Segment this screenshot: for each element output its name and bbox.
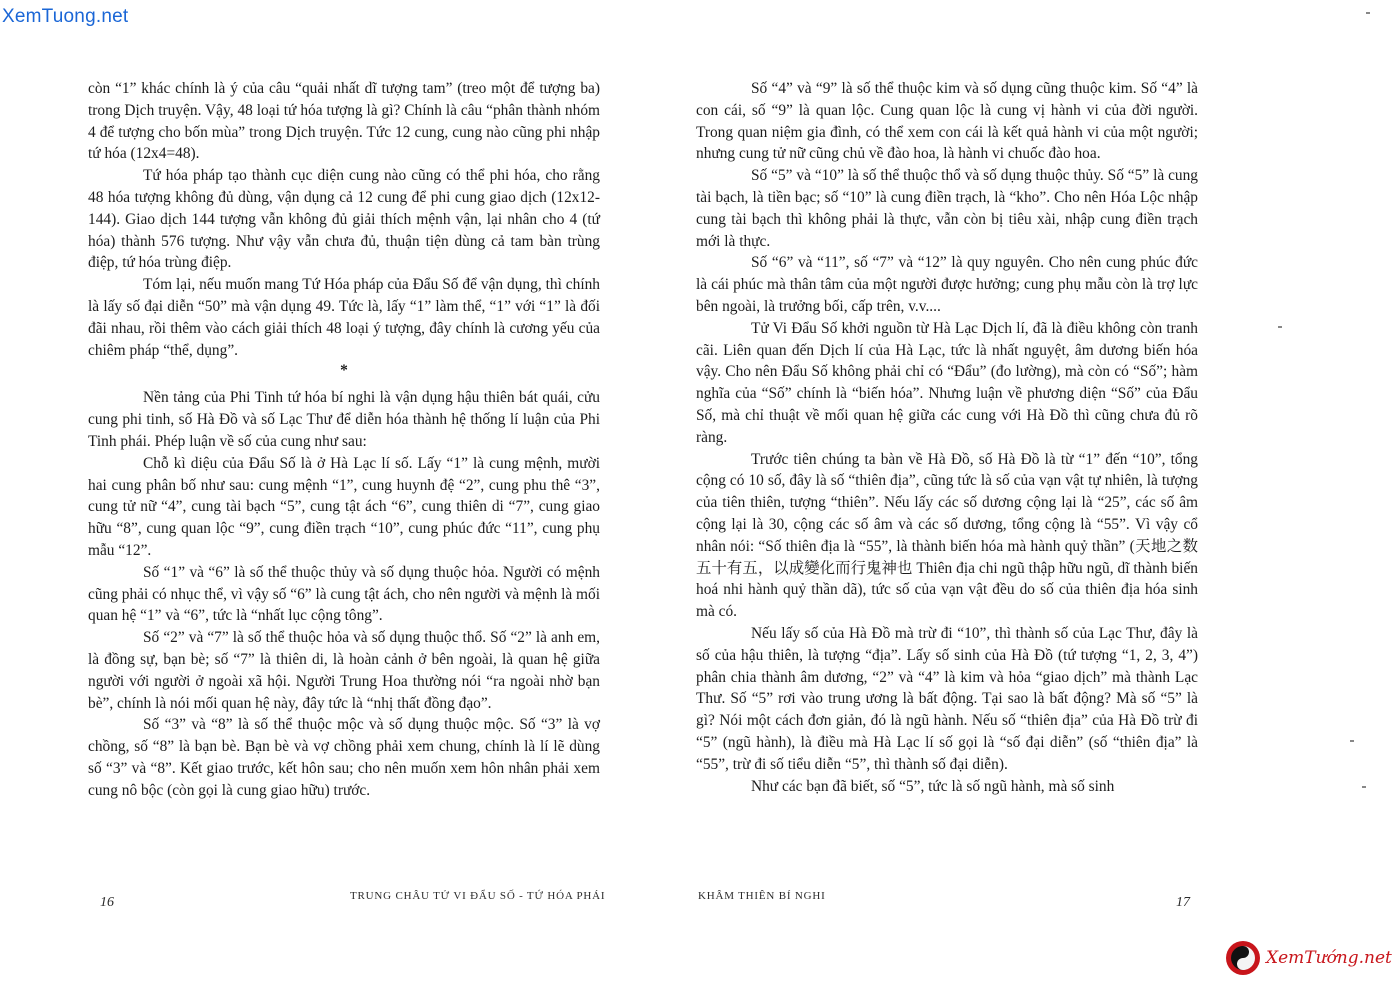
paragraph: Tứ hóa pháp tạo thành cục diện cung nào cũng có thể phi hóa, cho rằng 48 hóa tượng không đủ dùng, vận dụng cả 12 cung để phi cung giao dịch (12x12-144). Giao dịch 144 tượng vẫn không đủ giải thích mệnh vận, lại nhân cho 4 (tứ hóa) thành 576 tượng. Như vậy vẫn chưa đủ, thuận tiện dùng cả tam bàn trùng điệp, tứ hóa trùng điệp. xyxy=(88,167,600,272)
scan-speck xyxy=(1350,740,1354,742)
yin-yang-icon xyxy=(1226,941,1260,975)
logo-text: XemTướng.net xyxy=(1266,948,1392,968)
right-running-footer: KHÂM THIÊN BÍ NGHI xyxy=(698,890,826,902)
paragraph: Nền tảng của Phi Tinh tứ hóa bí nghi là vận dụng hậu thiên bát quái, cửu cung phi tinh, số Hà Đồ và số Lạc Thư để diễn hóa thành hệ thống lí luận của Phi Tinh phái. Phép luận về số của cung như sau: xyxy=(88,389,600,450)
scan-speck xyxy=(1366,12,1370,14)
scan-speck xyxy=(1362,786,1366,788)
paragraph: Như các bạn đã biết, số “5”, tức là số ngũ hành, mà số sinh xyxy=(751,777,1115,795)
paragraph: Tóm lại, nếu muốn mang Tứ Hóa pháp của Đẩu Số để vận dụng, thì chính là lấy số đại diễn “50” mà vận dụng 49. Tức là, lấy “1” làm thể, “1” với “1” là đối đãi nhau, rồi thêm vào cách giải thích 48 loại ý tượng, đây chính là cương yếu của chiêm pháp “thể, dụng”. xyxy=(88,276,600,359)
paragraph: Số “5” và “10” là số thể thuộc thổ và số dụng thuộc thủy. Số “5” là cung tài bạch, là tiền bạc; số “10” là cung điền trạch, là “kho”. Cho nên Hóa Lộc nhập cung tài bạch thì không phải là thực, vẫn còn bị tiêu xài, nhập cung điền trạch mới là thực. xyxy=(696,167,1198,250)
paragraph: Trước tiên chúng ta bàn về Hà Đồ, số Hà Đồ là từ “1” đến “10”, tổng cộng có 10 số, đây là số “thiên địa”, cũng tức là số của vạn vật tự nhiên, là tượng của tiên thiên, tượng “thiên”. Nếu lấy các số dương cộng lại là “25”, các số âm cộng lại là 30, cộng các số âm và các số dương, tổng cộng là “55”. Vì vậy cổ nhân nói: “Số thiên địa là “55”, là thành biến hóa mà hành quỷ thần” (天地之数五十有五，以成變化而行鬼神也 Thiên địa chi ngũ thập hữu ngũ, dĩ thành biến hoá nhi hành quỷ thần dã), tức số của vạn vật đều do số của thiên địa hóa sinh mà có. xyxy=(696,450,1198,621)
scan-speck xyxy=(1278,326,1282,328)
paragraph: Số “6” và “11”, số “7” và “12” là quy nguyên. Cho nên cung phúc đức là cái phúc mà thân tâm của một người được hưởng; cung phụ mẫu còn là trợ lực bên ngoài, là trưởng bối, cấp trên, v.v.... xyxy=(696,254,1198,315)
section-separator: * xyxy=(340,362,348,380)
left-running-footer: TRUNG CHÂU TỬ VI ĐẨU SỐ - TỨ HÓA PHÁI xyxy=(350,890,606,902)
site-logo[interactable] xyxy=(1226,938,1392,978)
paragraph: còn “1” khác chính là ý của câu “quải nhất dĩ tượng tam” (treo một để tượng ba) trong Dịch truyện. Vậy, 48 loại tứ hóa tượng là gì? Chính là câu “phân thành nhóm 4 để tượng cho bốn mùa” trong Dịch truyện. Tức 12 cung, cung nào cũng phi nhập tứ hóa (12x4=48). xyxy=(88,80,600,163)
right-page xyxy=(696,78,1198,797)
site-watermark[interactable]: XemTuong.net xyxy=(2,6,129,27)
paragraph: Số “1” và “6” là số thể thuộc thủy và số dụng thuộc hỏa. Người có mệnh cũng phải có nhục thể, vì vậy số “6” là cung tật ách, cho nên người và mệnh là mối quan hệ “1” và “6”, tức là “nhất lục cộng tông”. xyxy=(88,563,600,625)
paragraph: Nếu lấy số của Hà Đồ mà trừ đi “10”, thì thành số của Lạc Thư, đây là số của hậu thiên, là tượng “địa”. Lấy số sinh của Hà Đồ (tứ tượng “1, 2, 3, 4”) phân chia thành âm dương, “2” và “4” là kim và hỏa “giao dịch” mà thành Lạc Thư. Số “5” rơi vào trung ương là bất động. Tại sao là bất động? Mà số “5” là gì? Nói một cách đơn giản, đó là ngũ hành. Nếu số “thiên địa” của Hà Đồ trừ đi “5” (ngũ hành), là điều mà Hà Lạc lí số gọi là “số đại diễn” (số “thiên địa” là “55”, trừ đi số tiểu diễn “5”, thì thành số đại diễn). xyxy=(696,624,1198,773)
paragraph: Số “4” và “9” là số thể thuộc kim và số dụng cũng thuộc kim. Số “4” là con cái, số “9” là quan lộc. Cung quan lộc là cung vị hành vi của đời người. Trong quan niệm gia đình, có thể xem con cái là kết quả hành vi của một người; nhưng cung tử nữ cũng chủ về đào hoa, là hành vi chuốc đào hoa. xyxy=(696,80,1198,163)
paragraph: Số “3” và “8” là số thể thuộc mộc và số dụng thuộc mộc. Số “3” là vợ chồng, số “8” là bạn bè. Bạn bè và vợ chồng phải xem chung, chính là lí lẽ dùng số “3” và “8”. Kết giao trước, kết hôn sau; cho nên muốn xem hôn nhân phải xem cung nô bộc (còn gọi là cung giao hữu) trước. xyxy=(88,716,600,799)
paragraph: Tử Vi Đẩu Số khởi nguồn từ Hà Lạc Dịch lí, đã là điều không còn tranh cãi. Liên quan đến Dịch lí của Hà Lạc, tức là nhất nguyệt, âm dương biến hóa vậy. Cho nên Đẩu Số không phải chỉ có “Đẩu” (đo lường), mà còn có “Số”; hàm nghĩa của “Số” chính là “biến hóa”. Nhưng luận về phương diện “Số” của Đẩu Số, mà chỉ thuật về mối quan hệ giữa các cung với Hà Đồ thì cũng chưa đủ rõ ràng. xyxy=(696,319,1198,446)
right-page-number: 17 xyxy=(1176,895,1190,910)
left-page-number: 16 xyxy=(100,895,114,910)
left-page xyxy=(88,78,600,802)
paragraph: Số “2” và “7” là số thể thuộc hỏa và số dụng thuộc thổ. Số “2” là anh em, là đồng sự, bạn bè; số “7” là thiên di, là hoàn cảnh ở bên ngoài, là quan hệ giữa người với người ở ngoài xã hội. Người Trung Hoa thường nói “ra ngoài nhờ bạn bè”, chính là nói mối quan hệ này, đây tức là “nhị thất đồng đạo”. xyxy=(88,629,600,712)
paragraph: Chỗ kì diệu của Đẩu Số là ở Hà Lạc lí số. Lấy “1” là cung mệnh, mười hai cung phân bố như sau: cung mệnh “1”, cung huynh đệ “2”, cung phu thê “3”, cung tử nữ “4”, cung tài bạch “5”, cung tật ách “6”, cung thiên di “7”, cung giao hữu “8”, cung quan lộc “9”, cung điền trạch “10”, cung phúc đức “11”, cung phụ mẫu “12”. xyxy=(88,454,600,559)
